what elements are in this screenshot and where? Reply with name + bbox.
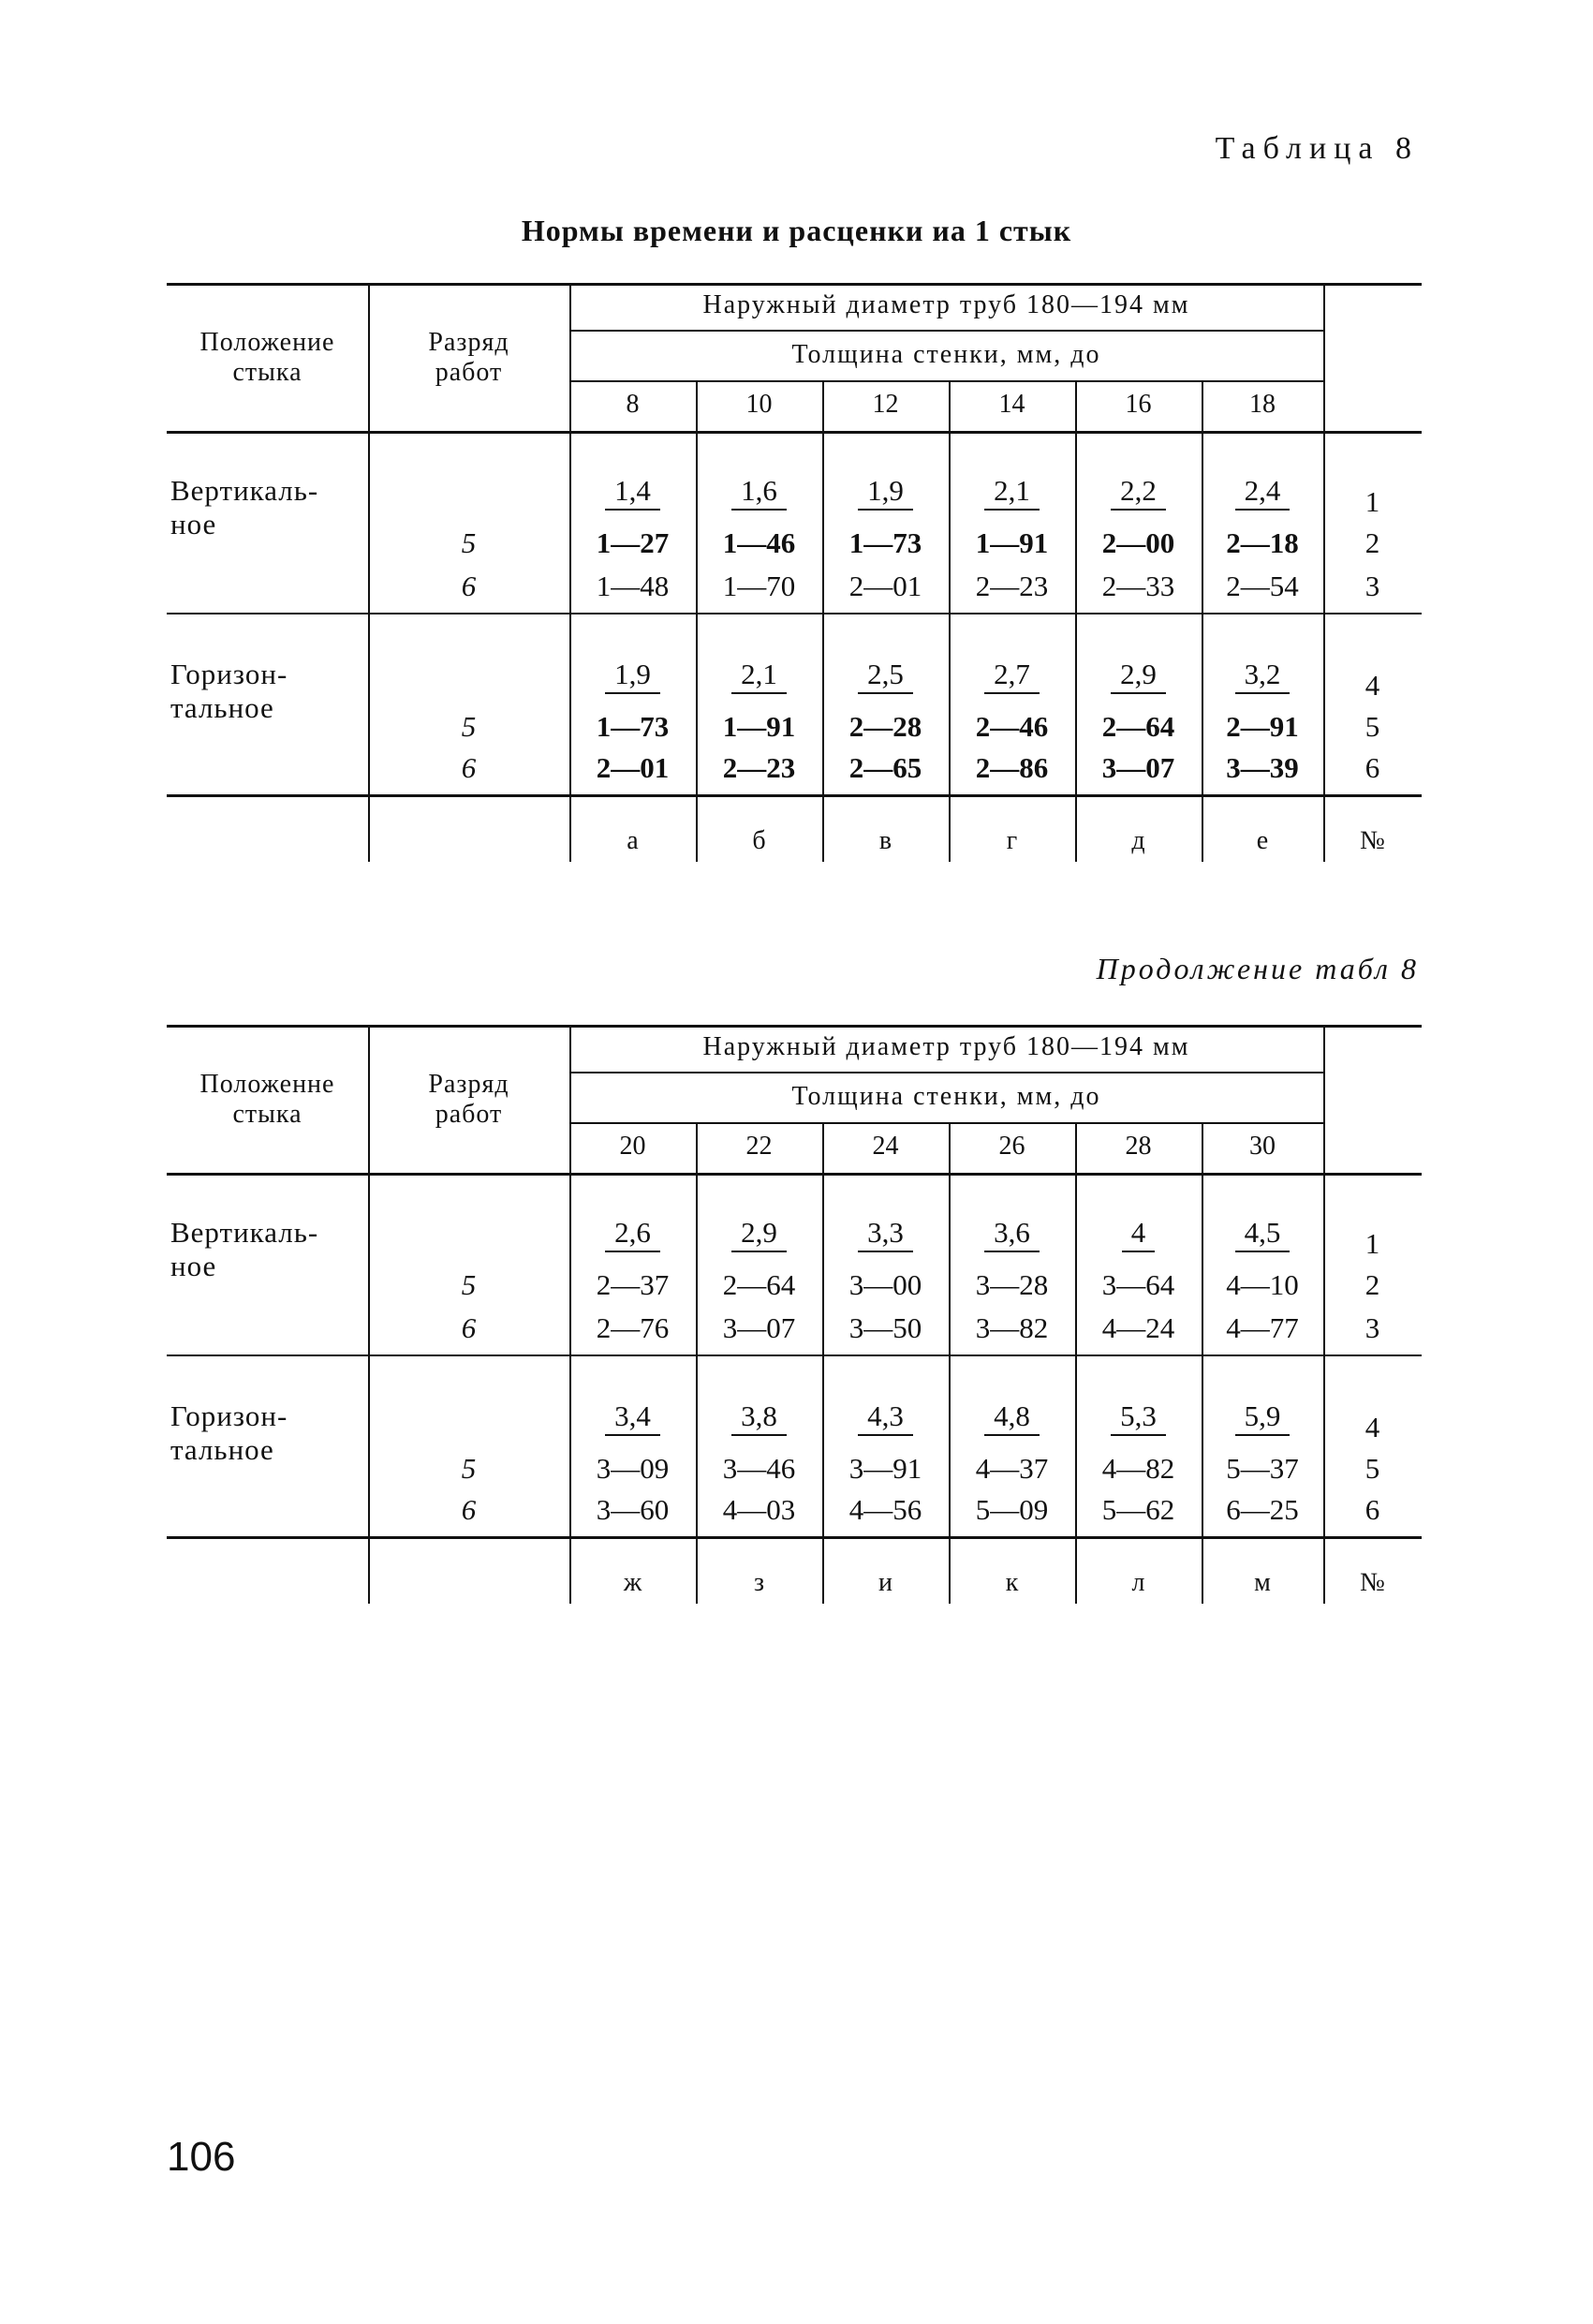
norm-cell [569,476,696,511]
time-norm: 1,4 [605,476,660,511]
rate-cell: 3—64 [1101,1268,1175,1301]
norm-cell [949,1401,1075,1436]
rate-cell: 3—00 [848,1268,922,1301]
rate-cell: 2—23 [722,751,796,784]
column-divider [822,380,824,862]
rate-cell: 3—60 [596,1493,670,1526]
thickness-header: 8 [626,390,640,419]
rate-cell: 4—24 [1101,1311,1175,1344]
header-grade: Разряд работ [428,1070,509,1129]
column-divider [696,380,698,862]
rate-cell: 2—65 [848,751,922,784]
table-caption: Таблица 8 [1215,131,1419,166]
norm-cell [696,1401,822,1436]
column-letter: ж [623,1568,642,1597]
rate-cell: 3—07 [722,1311,796,1344]
thickness-header: 24 [872,1132,899,1161]
row-number: 6 [1364,1493,1380,1526]
time-norm: 2,7 [984,659,1040,694]
rate-cell: 2—76 [596,1311,670,1344]
column-divider [1075,380,1077,862]
row-number: 5 [1364,710,1380,743]
time-norm: 5,3 [1111,1401,1166,1436]
rate-cell: 1—73 [848,526,922,559]
norm-cell [1202,1218,1323,1252]
rate-cell: 1—27 [596,526,670,559]
table-rule [569,330,1323,332]
row-number: 2 [1364,526,1380,559]
thickness-header: 18 [1249,390,1276,419]
continuation-caption: Продолжение табл 8 [1096,952,1419,985]
row-number: 1 [1364,1227,1380,1260]
rate-cell: 3—28 [975,1268,1049,1301]
rate-cell: 1—48 [596,570,670,602]
column-divider [949,380,951,862]
rate-cell: 4—37 [975,1452,1049,1485]
norm-cell [1075,1218,1202,1252]
row-number: 3 [1364,1311,1380,1344]
time-norm: 4,8 [984,1401,1040,1436]
time-norm: 3,8 [731,1401,787,1436]
rate-cell: 2—00 [1101,526,1175,559]
position-label: Горизон- тальное [170,1399,288,1466]
norm-cell [822,1218,949,1252]
table-rule [167,613,1422,614]
number-label: № [1360,1568,1385,1597]
column-letter: и [878,1568,892,1597]
thickness-header: 10 [745,390,773,419]
thickness-header: 12 [872,390,899,419]
column-letter: м [1254,1568,1271,1597]
row-number: 1 [1364,485,1380,518]
norm-cell [949,659,1075,694]
header-grade: Разряд работ [428,328,509,387]
norm-cell [1202,476,1323,511]
thickness-header: 26 [998,1132,1025,1161]
column-letter: з [753,1568,765,1597]
norm-cell [696,476,822,511]
rate-cell: 4—10 [1226,1268,1299,1301]
thickness-header: 22 [745,1132,773,1161]
grade-cell: 6 [461,751,477,784]
column-letter: г [1006,826,1018,855]
norm-cell [949,476,1075,511]
rate-cell: 2—33 [1101,570,1175,602]
thickness-header: 20 [619,1132,646,1161]
table-rule [569,1122,1323,1124]
column-divider [696,1122,698,1604]
time-norm: 1,9 [858,476,913,511]
norms-table-2 [167,1025,1422,1604]
grade-cell: 6 [461,1311,477,1344]
grade-cell: 5 [461,1268,477,1301]
rate-cell: 1—46 [722,526,796,559]
table-rule [167,1173,1422,1176]
norm-cell [1202,659,1323,694]
row-number: 6 [1364,751,1380,784]
column-divider [949,1122,951,1604]
grade-cell: 6 [461,1493,477,1526]
table-rule [569,380,1323,382]
rate-cell: 2—64 [722,1268,796,1301]
norm-cell [1075,476,1202,511]
row-number: 5 [1364,1452,1380,1485]
header-diameter: Наружный диаметр труб 180—194 мм [702,1032,1190,1061]
header-diameter: Наружный диаметр труб 180—194 мм [702,290,1190,319]
column-divider [822,1122,824,1604]
column-letter: б [752,826,766,855]
rate-cell: 3—09 [596,1452,670,1485]
rate-cell: 4—82 [1101,1452,1175,1485]
rate-cell: 2—23 [975,570,1049,602]
row-number: 4 [1364,1411,1380,1443]
rate-cell: 2—64 [1101,710,1175,743]
rate-cell: 3—91 [848,1452,922,1485]
rate-cell: 3—50 [848,1311,922,1344]
norm-cell [569,1401,696,1436]
grade-cell: 5 [461,710,477,743]
norm-cell [1075,1401,1202,1436]
time-norm: 2,1 [731,659,787,694]
time-norm: 1,9 [605,659,660,694]
rate-cell: 6—25 [1226,1493,1299,1526]
table-rule [167,794,1422,797]
time-norm: 3,3 [858,1218,913,1252]
time-norm: 3,6 [984,1218,1040,1252]
page-number: 106 [167,2134,236,2180]
time-norm: 3,2 [1235,659,1291,694]
column-letter: а [627,826,639,855]
time-norm: 1,6 [731,476,787,511]
rate-cell: 4—03 [722,1493,796,1526]
rate-cell: 5—62 [1101,1493,1175,1526]
time-norm: 3,4 [605,1401,660,1436]
thickness-header: 30 [1249,1132,1276,1161]
time-norm: 2,5 [858,659,913,694]
row-number: 4 [1364,669,1380,702]
norms-table-1 [167,283,1422,862]
rate-cell: 3—39 [1226,751,1299,784]
time-norm: 4,3 [858,1401,913,1436]
rate-cell: 4—77 [1226,1311,1299,1344]
rate-cell: 3—07 [1101,751,1175,784]
header-thickness: Толщина стенки, мм, до [791,340,1101,369]
time-norm: 2,6 [605,1218,660,1252]
rate-cell: 1—91 [975,526,1049,559]
table-rule [167,1536,1422,1539]
rate-cell: 2—86 [975,751,1049,784]
norm-cell [822,1401,949,1436]
column-letter: е [1256,826,1269,855]
norm-cell [696,659,822,694]
rate-cell: 3—46 [722,1452,796,1485]
grade-cell: 5 [461,526,477,559]
table-rule [167,431,1422,434]
rate-cell: 2—54 [1226,570,1299,602]
position-label: Горизон- тальное [170,658,288,724]
position-label: Вертикаль- ное [170,1216,319,1282]
column-divider [1075,1122,1077,1604]
row-number: 3 [1364,570,1380,602]
norm-cell [569,1218,696,1252]
thickness-header: 28 [1125,1132,1152,1161]
norm-cell [569,659,696,694]
table-rule [167,1025,1422,1028]
row-number: 2 [1364,1268,1380,1301]
column-letter: в [878,826,892,855]
column-divider [1202,1122,1203,1604]
rate-cell: 5—37 [1226,1452,1299,1485]
norm-cell [1075,659,1202,694]
norm-cell [696,1218,822,1252]
rate-cell: 2—91 [1226,710,1299,743]
rate-cell: 2—46 [975,710,1049,743]
time-norm: 2,2 [1111,476,1166,511]
position-label: Вертикаль- ное [170,474,319,540]
rate-cell: 2—01 [596,751,670,784]
table-rule [167,1354,1422,1356]
table-title: Нормы времени и расценки иа 1 стык [521,214,1072,247]
rate-cell: 4—56 [848,1493,922,1526]
time-norm: 5,9 [1235,1401,1291,1436]
rate-cell: 2—37 [596,1268,670,1301]
rate-cell: 2—18 [1226,526,1299,559]
column-letter: к [1005,1568,1019,1597]
norm-cell [949,1218,1075,1252]
number-label: № [1360,826,1385,855]
time-norm: 2,9 [731,1218,787,1252]
column-letter: л [1131,1568,1145,1597]
rate-cell: 2—28 [848,710,922,743]
time-norm: 2,4 [1235,476,1291,511]
norm-cell [822,476,949,511]
column-divider [1202,380,1203,862]
header-position: Положенне стыка [199,1070,335,1129]
table-rule [569,1072,1323,1073]
time-norm: 2,1 [984,476,1040,511]
table-rule [167,283,1422,286]
thickness-header: 16 [1125,390,1152,419]
header-thickness: Толщина стенки, мм, до [791,1082,1101,1111]
time-norm: 2,9 [1111,659,1166,694]
header-position: Положение стыка [199,328,335,387]
grade-cell: 6 [461,570,477,602]
rate-cell: 5—09 [975,1493,1049,1526]
time-norm: 4,5 [1235,1218,1291,1252]
rate-cell: 1—91 [722,710,796,743]
rate-cell: 1—73 [596,710,670,743]
rate-cell: 2—01 [848,570,922,602]
norm-cell [1202,1401,1323,1436]
thickness-header: 14 [998,390,1025,419]
time-norm: 4 [1122,1218,1156,1252]
column-letter: д [1131,826,1145,855]
rate-cell: 3—82 [975,1311,1049,1344]
rate-cell: 1—70 [722,570,796,602]
grade-cell: 5 [461,1452,477,1485]
norm-cell [822,659,949,694]
